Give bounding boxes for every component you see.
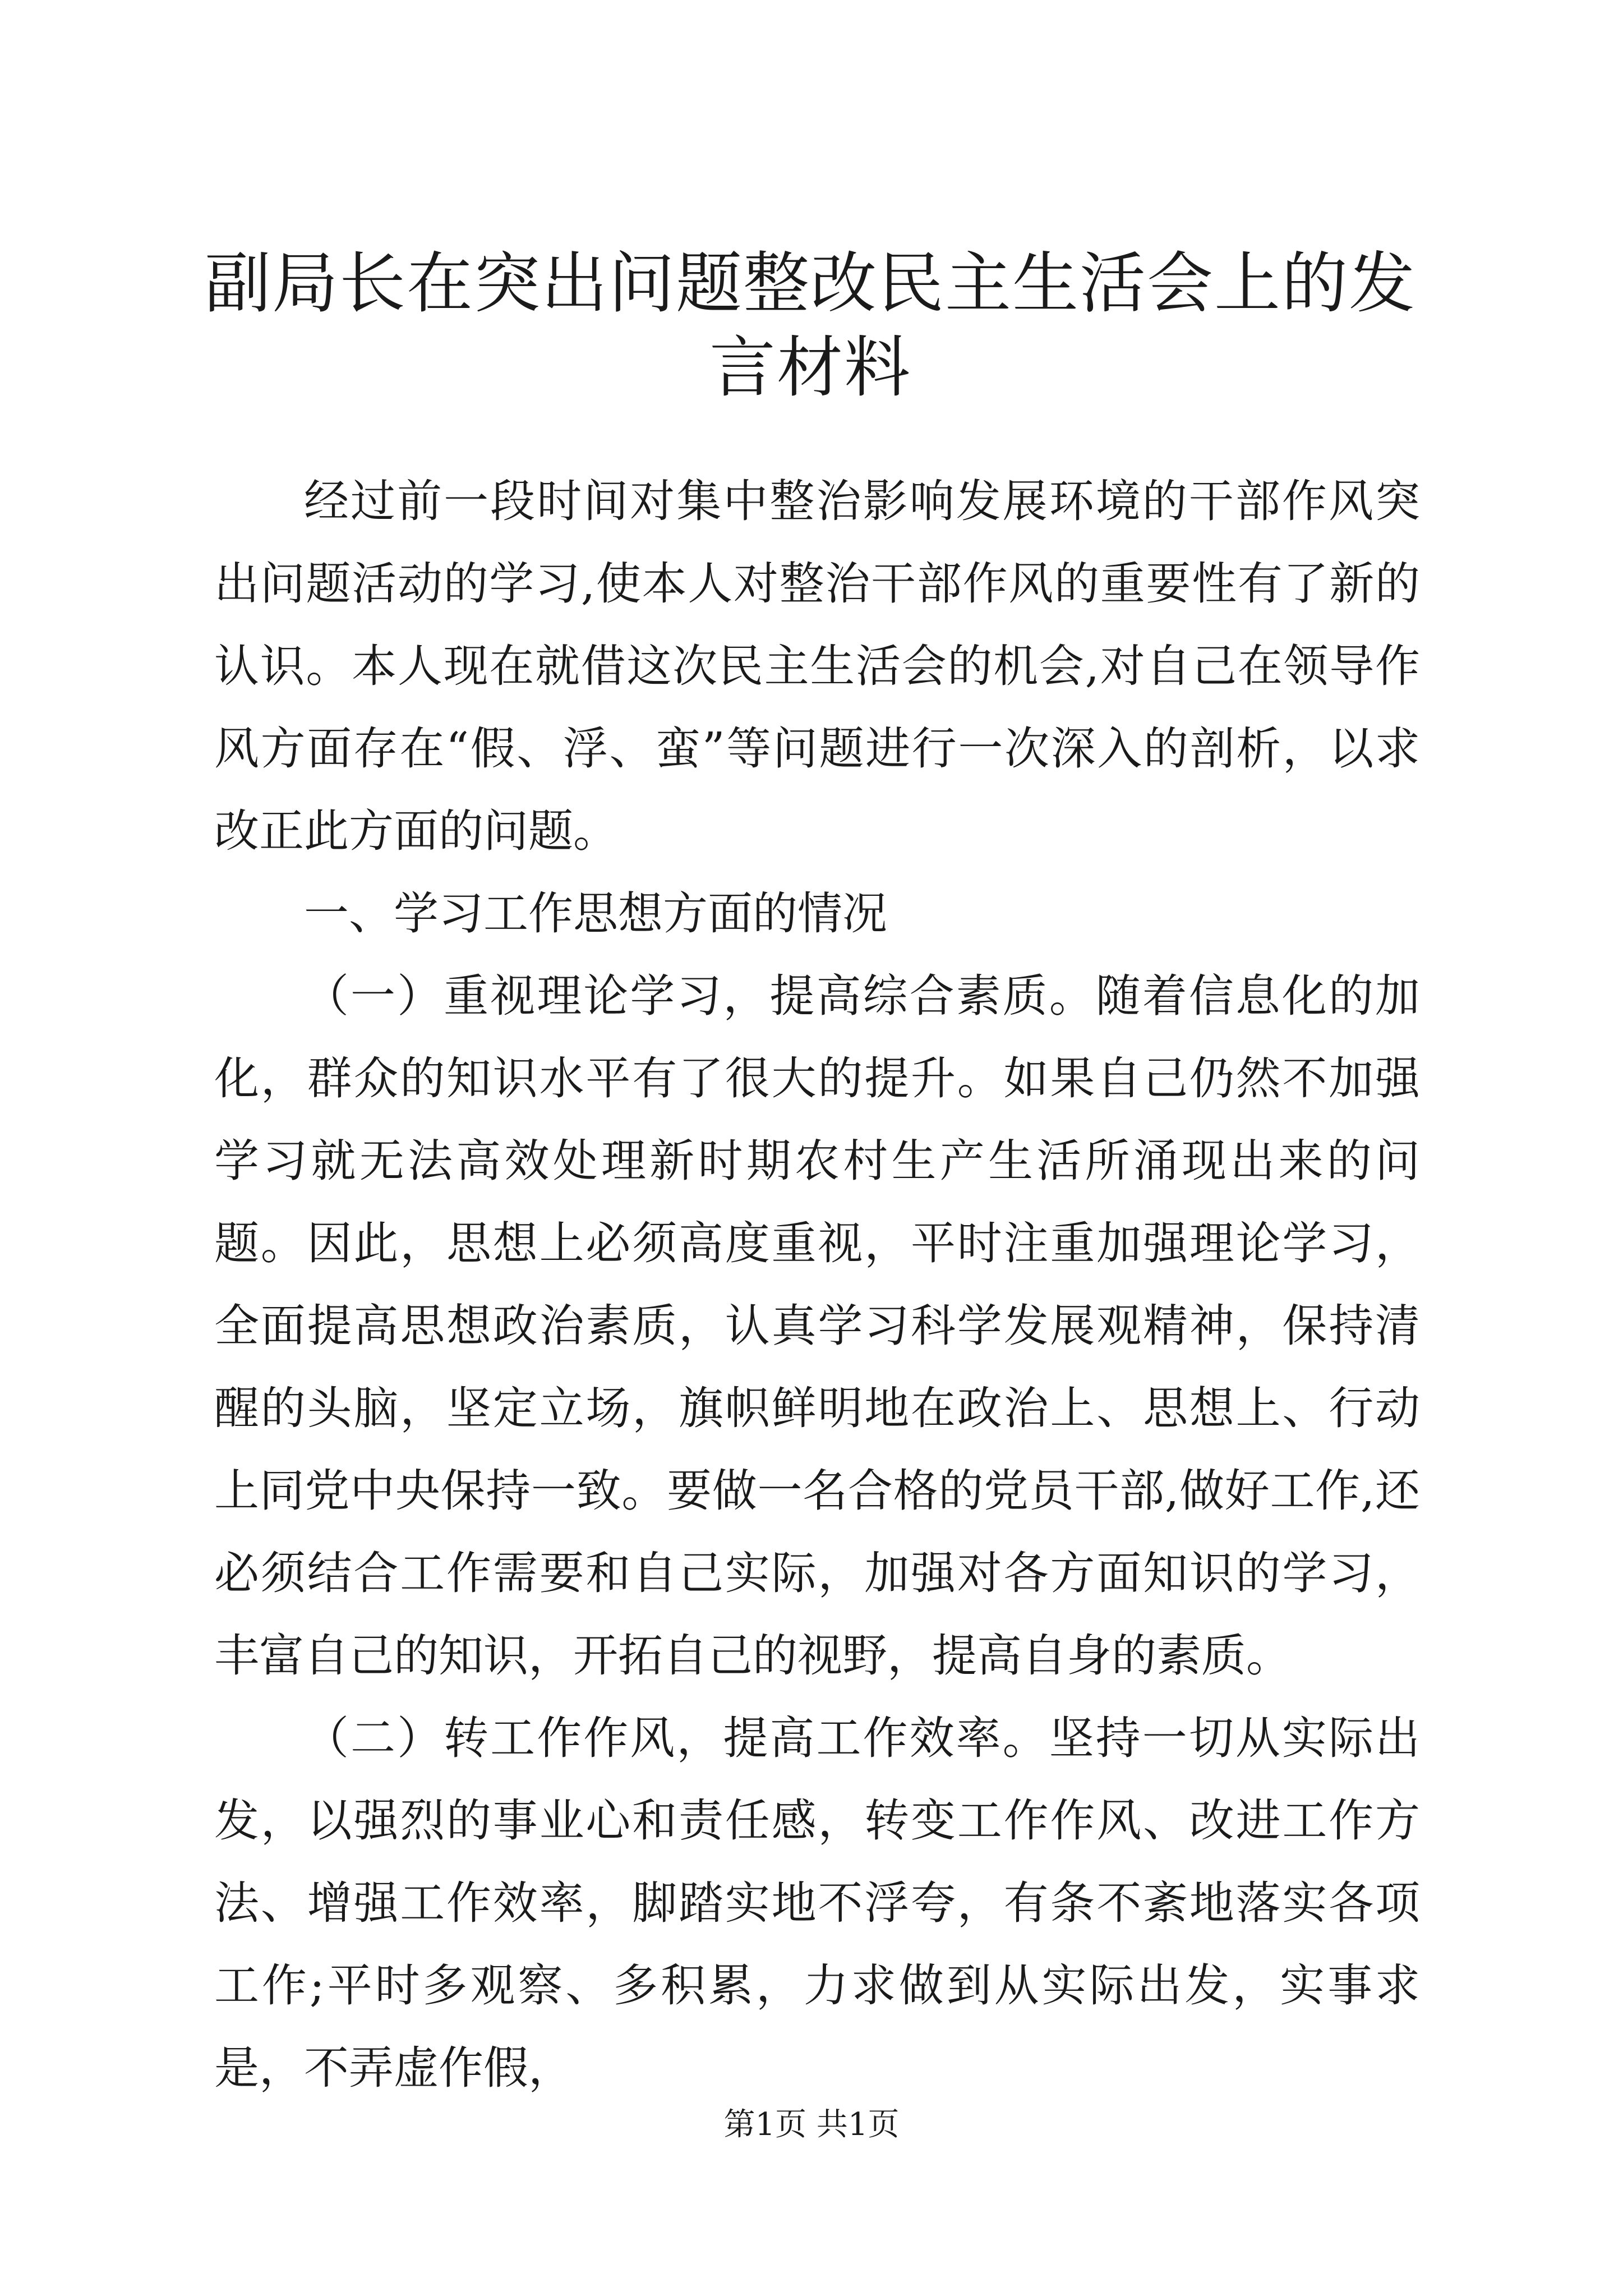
document-body (214, 460, 1420, 2109)
paragraph-work-style: （二）转工作作风，提高工作效率。坚持一切从实际出发，以强烈的事业心和责任感，转变工作作风、改进工作方法、增强工作效率，脚踏实地不浮夸，有条不紊地落实各项工作;平时多观察、多积累，力求做到从实际出发，实事求是，不弄虚作假， (214, 1712, 1420, 2094)
paragraph-intro: 经过前一段时间对集中整治影响发展环境的干部作风突出问题活动的学习,使本人对整治干部作风的重要性有了新的认识。本人现在就借这次民主生活会的机会,对自己在领导作风方面存在“假、浮、蛮”等问题进行一次深入的剖析，以求改正此方面的问题。 (214, 475, 1420, 857)
page-footer: 第1页 共1页 (723, 2106, 900, 2143)
section-heading: 一、学习工作思想方面的情况 (304, 887, 887, 940)
document-title: 副局长在突出问题整改民主生活会上的发言材料 (204, 245, 1416, 406)
paragraph-theory-study: （一）重视理论学习，提高综合素质。随着信息化的加化，群众的知识水平有了很大的提升。如果自己仍然不加强学习就无法高效处理新时期农村生产生活所涌现出来的问题。因此，思想上必须高度重视，平时注重加强理论学习，全面提高思想政治素质，认真学习科学发展观精神，保持清醒的头脑，坚定立场，旗帜鲜明地在政治上、思想上、行动上同党中央保持一致。要做一名合格的党员干部,做好工作,还必须结合工作需要和自己实际，加强对各方面知识的学习，丰富自己的知识，开拓自己的视野，提高自身的素质。 (214, 970, 1420, 1682)
